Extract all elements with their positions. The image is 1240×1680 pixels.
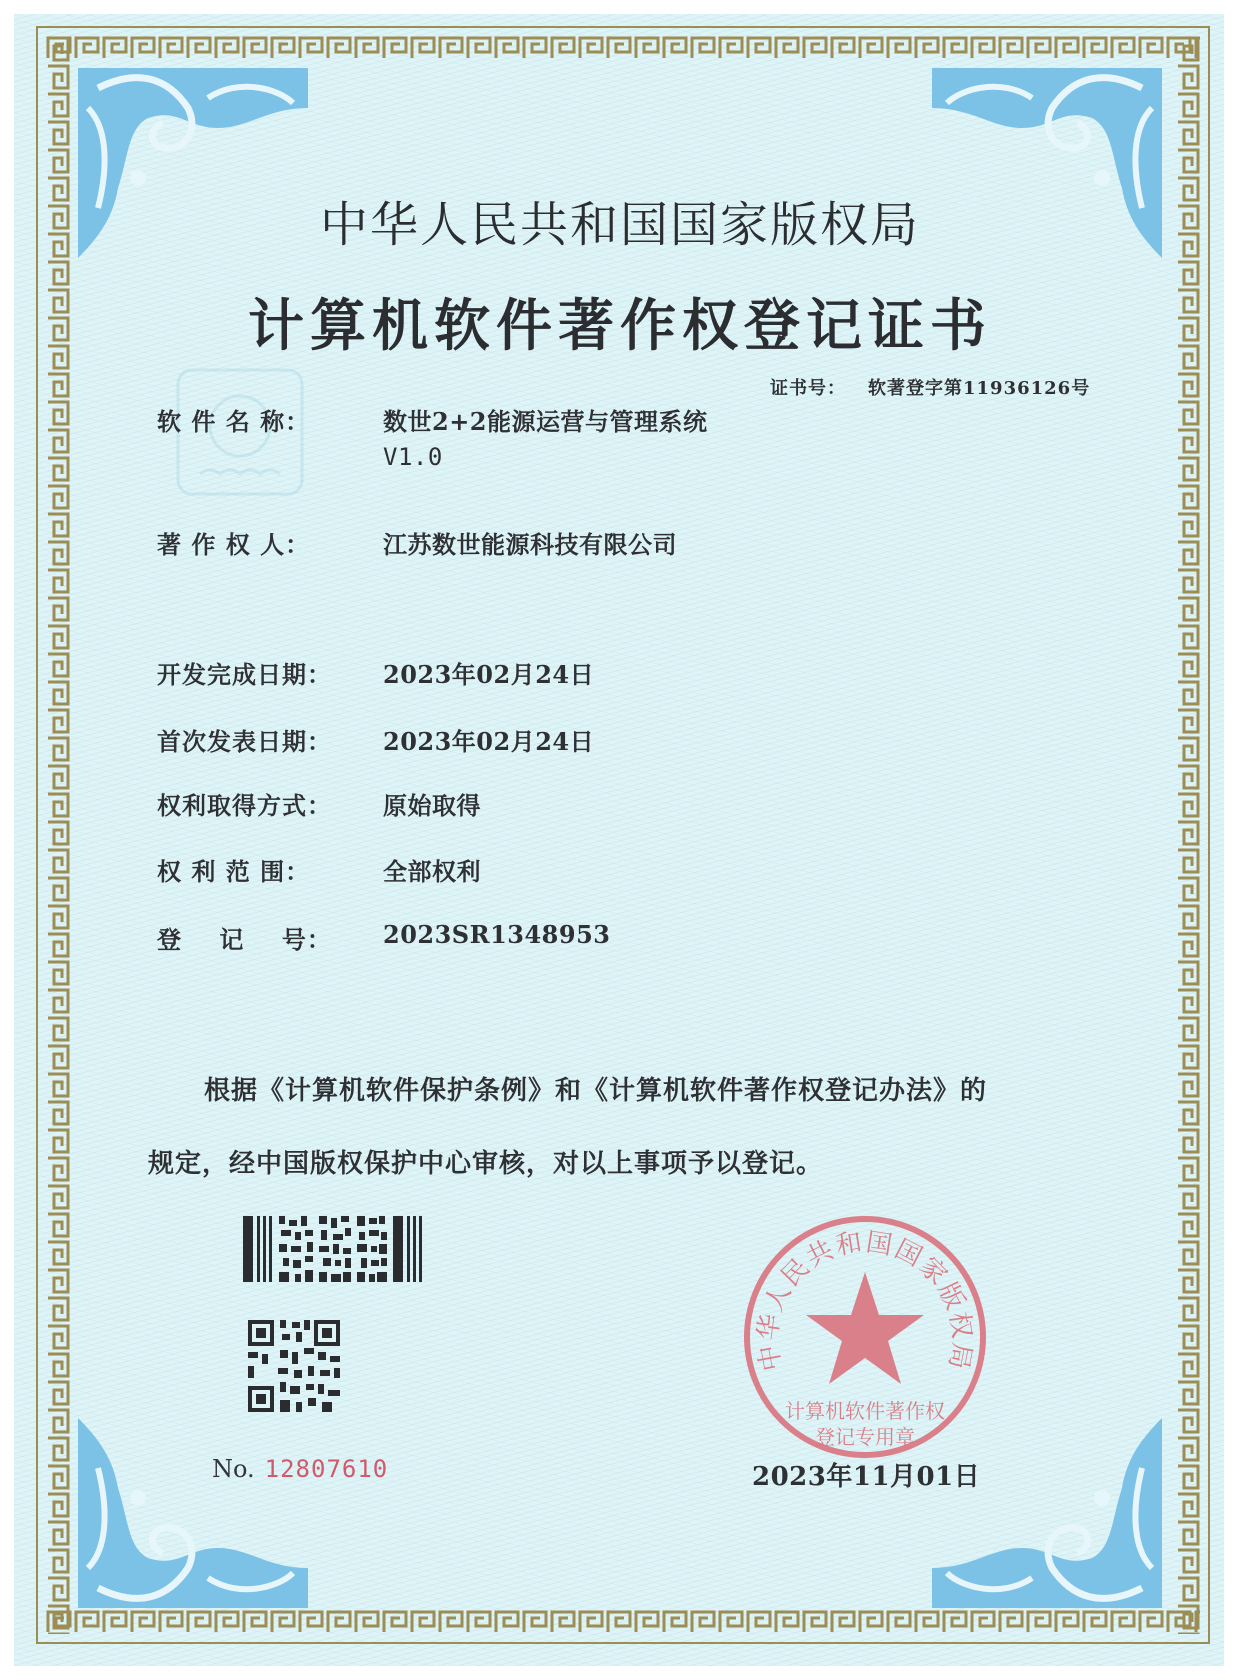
- issuer-title: 中华人民共和国国家版权局: [319, 197, 920, 253]
- seal-inner-line-2: 登记专用章: [815, 1425, 915, 1449]
- field-registration-number: [157, 920, 610, 955]
- certificate-number-label: 证书号：: [770, 378, 846, 399]
- field-value: 全部权利: [383, 857, 481, 886]
- serial-value: 12807610: [264, 1455, 389, 1483]
- statement-line-2: 规定，经中国版权保护中心审核，对以上事项予以登记。: [148, 1149, 824, 1179]
- field-label: 权利取得方式：: [157, 791, 332, 820]
- meander-border-left: [46, 36, 70, 1634]
- corner-ornament-icon: [78, 1418, 308, 1608]
- field-value: [383, 402, 708, 471]
- gold-border-line: [36, 26, 1210, 1644]
- software-name: 数世2+2能源运营与管理系统: [383, 407, 708, 436]
- field-value: 2023年02月24日: [383, 727, 595, 756]
- field-dev-completion-date: [157, 655, 594, 690]
- field-label: 著 作 权 人：: [157, 530, 311, 559]
- certificate-number: [770, 374, 1090, 400]
- field-label: 登 记 号：: [157, 925, 332, 954]
- software-version: V1.0: [383, 443, 443, 471]
- seal-inner-line-1: 计算机软件著作权: [785, 1399, 945, 1423]
- official-seal-icon: [740, 1212, 990, 1462]
- issue-date: 2023年11月01日: [752, 1462, 981, 1492]
- certificate-title: 计算机软件著作权登记证书: [248, 293, 992, 359]
- field-value: 江苏数世能源科技有限公司: [383, 530, 677, 559]
- serial-prefix: No.: [212, 1455, 255, 1483]
- field-rights-scope: [157, 852, 481, 887]
- field-label: 开发完成日期：: [157, 660, 332, 689]
- qr-code-icon: [248, 1320, 340, 1412]
- field-first-publish-date: [157, 722, 594, 757]
- barcode-icon: [243, 1216, 423, 1282]
- field-acquisition-method: [157, 786, 481, 821]
- serial-number: [212, 1455, 388, 1483]
- field-software-name: [157, 402, 708, 471]
- certificate-number-value: 软著登字第11936126号: [868, 378, 1091, 399]
- field-value: 原始取得: [383, 791, 481, 820]
- meander-border-right: [1176, 36, 1200, 1634]
- statement-line-1: 根据《计算机软件保护条例》和《计算机软件著作权登记办法》的: [204, 1076, 988, 1106]
- field-value: 2023SR1348953: [383, 920, 611, 949]
- field-label: 权 利 范 围：: [157, 857, 311, 886]
- meander-border-top: [46, 36, 1200, 60]
- field-value: 2023年02月24日: [383, 660, 595, 689]
- meander-border-bottom: [46, 1610, 1200, 1634]
- seal-outer-text: 中华人民共和国国家版权局: [753, 1227, 977, 1374]
- field-label: 软 件 名 称：: [157, 407, 311, 436]
- field-label: 首次发表日期：: [157, 727, 332, 756]
- field-copyright-owner: [157, 525, 677, 560]
